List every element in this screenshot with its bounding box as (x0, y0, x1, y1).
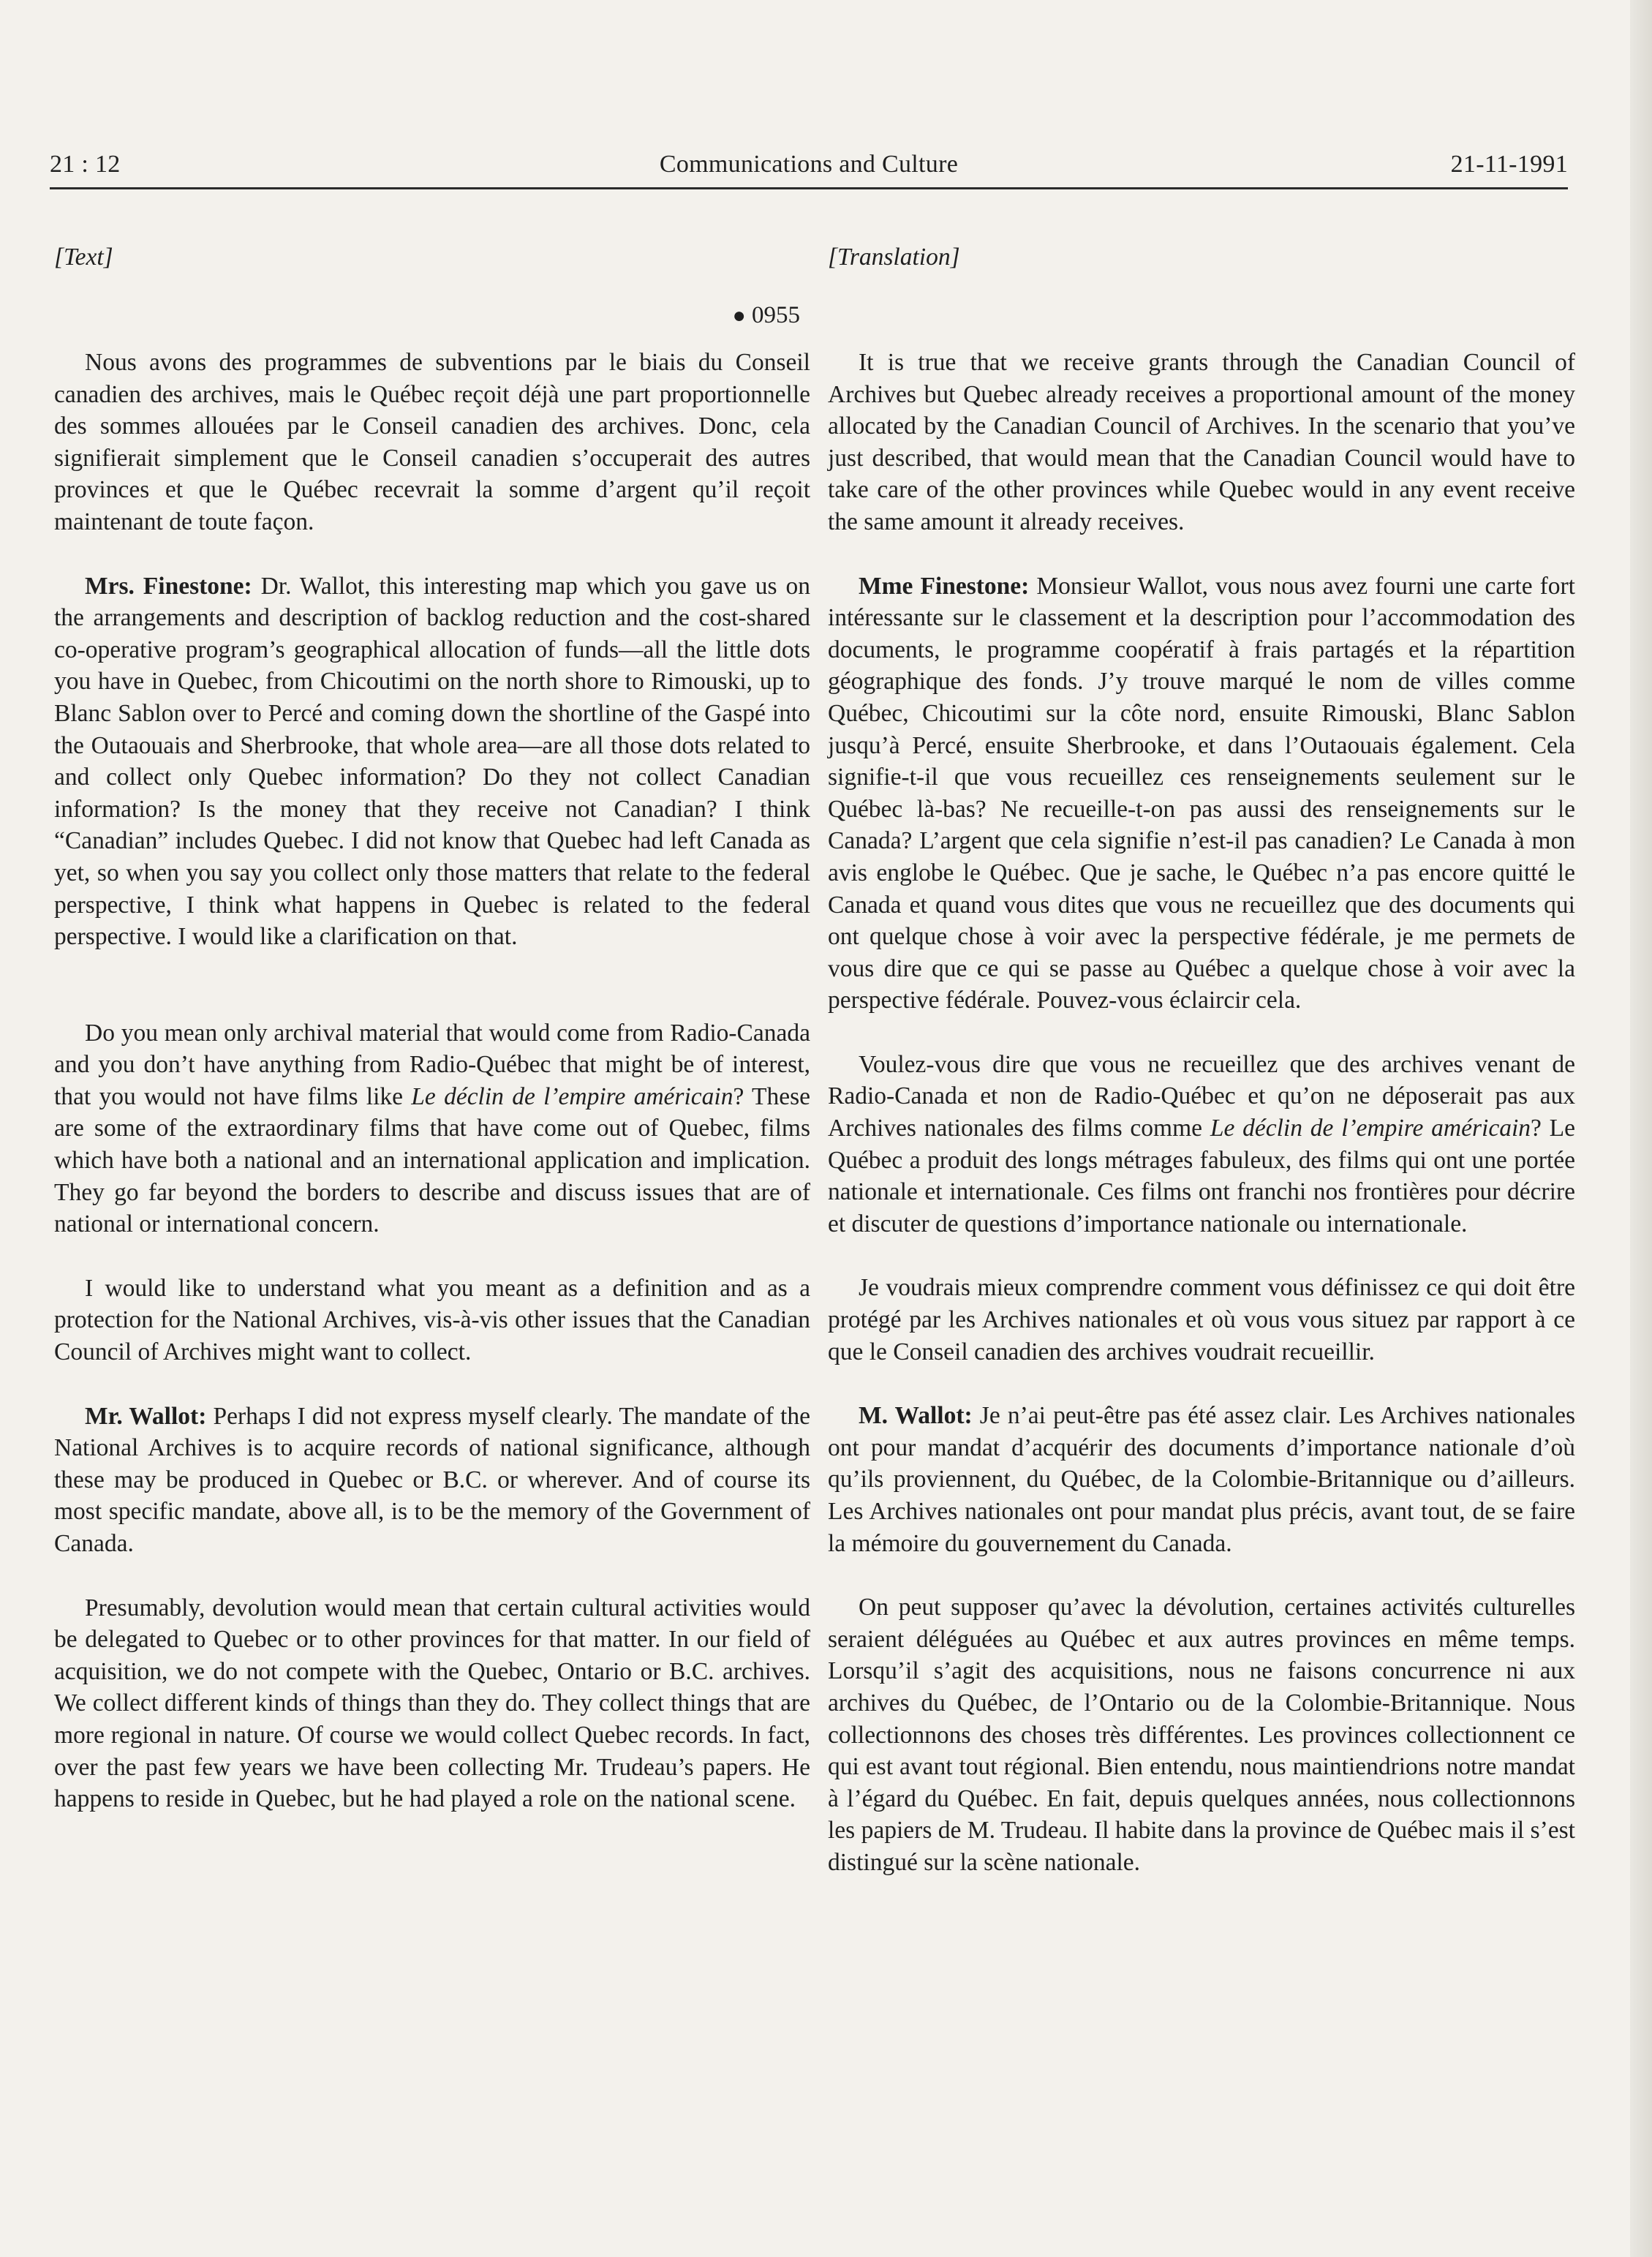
left-paragraph-3 (54, 1017, 810, 1240)
time-marker-value: 0955 (752, 302, 800, 328)
header-rule (50, 187, 1568, 189)
left-column (54, 241, 810, 1815)
speech-text: Dr. Wallot, this interesting map which you gave us on the arrangements and description of backlog reduction and the cost-shared co-operative program’s geographical allocation of funds—all the little dots you have in Quebec, from Chicoutimi on the north shore to Rimouski, up to Blanc Sablon over to Percé and coming down the shortline of the Gaspé into the Outaouais and Sherbrooke, that whole area—are all those dots related to and collect only Quebec information? Do they not collect Canadian information? Is the money that they receive not Canadian? I think “Canadian” includes Quebec. I did not know that Quebec had left Canada as yet, so when you say you collect only those matters that relate to the federal perspective, I think what happens in Quebec is related to the federal perspective. I would like a clarification on that. (54, 572, 810, 951)
speaker-name: Mme Finestone: (859, 572, 1030, 600)
speech-text: ? These are some of the extraordinary films that have come out of Quebec, films which have both a national and an international application and implication. They go far beyond the borders to describe and discuss issues that are of national or international concern. (54, 1082, 810, 1238)
right-paragraph-4: Je voudrais mieux comprendre comment vous définissez ce qui doit être protégé par les Archives nationales et où vous vous situez par rapport à ce que le Conseil canadien des archives voudrait recueillir. (828, 1274, 1575, 1365)
page-header (50, 146, 1568, 187)
right-paragraph-5 (828, 1400, 1575, 1559)
header-date: 21-11-1991 (1450, 151, 1568, 178)
speech-text: Do you mean only archival material that would come from Radio-Canada and you don’t have anything from Radio-Québec that might be of interest, that you would not have films like (54, 1019, 810, 1110)
left-paragraph-5 (54, 1401, 810, 1560)
speaker-name: M. Wallot: (859, 1402, 973, 1430)
running-title: Communications and Culture (659, 151, 959, 178)
page-edge-shadow (1630, 0, 1652, 2257)
left-paragraph-6: Presumably, devolution would mean that certain cultural activities would be delegated to Quebec or to other provinces for that matter. In our field of acquisition, we do not compete with the Quebec, Ontario or B.C. archives. We collect different kinds of things than they do. They collect things that are more regional in nature. Of course we would collect Quebec records. In fact, over the past few years we have been collecting Mr. Trudeau’s papers. He happens to reside in Quebec, but he had played a role on the national scene. (54, 1594, 810, 1813)
bullet-icon: ● (732, 304, 746, 328)
speech-text: Perhaps I did not express myself clearly. The mandate of the National Archives is to acquire records of national significance, although these may be produced in Quebec or B.C. or wherever. And of course its most specific mandate, above all, is to be the memory of the Government of Canada. (54, 1402, 810, 1557)
right-paragraph-1: It is true that we receive grants through the Canadian Council of Archives but Quebec already receives a proportional amount of the money allocated by the Canadian Council of Archives. In the scenario that you’ve just described, that would mean that the Canadian Council would have to take care of the other provinces while Quebec would in any event receive the same amount it already receives. (828, 349, 1575, 535)
right-paragraph-3 (828, 1049, 1575, 1240)
speech-text: Monsieur Wallot, vous nous avez fourni une carte fort intéressante sur le classement et la description pour l’accommodation des documents, le programme coopératif à frais partagés et la répartition géographique des fonds. J’y trouve marqué le nom de villes comme Québec, Chicoutimi sur la côte nord, ensuite Rimouski, Blanc Sablon jusqu’à Percé, ensuite Sherbrooke, et dans l’Outaouais également. Cela signifie-t-il que vous recueillez ces renseignements seulement sur le Québec là-bas? Ne recueille-t-on pas aussi des renseignements sur le Canada? L’argent que cela signifie n’est-il pas canadien? Le Canada à mon avis englobe le Québec. Que je sache, le Québec n’a pas encore quitté le Canada et quand vous dites que vous ne recueillez que des documents qui ont quelque chose à voir avec la perspective fédérale, je me permets de vous dire que ce qui se passe au Québec a quelque chose à voir avec la perspective fédérale. Pouvez-vous éclaircir cela. (828, 572, 1575, 1014)
speech-text: Voulez-vous dire que vous ne recueillez que des archives venant de Radio-Canada et non de Radio-Québec et qu’on ne déposerait pas aux Archives nationales des films comme (828, 1050, 1575, 1142)
time-marker (733, 300, 800, 332)
left-paragraph-4: I would like to understand what you meant as a definition and as a protection for the National Archives, vis-à-vis other issues that the Canadian Council of Archives might want to collect. (54, 1274, 810, 1366)
speech-text: ? Le Québec a produit des longs métrages fabuleux, des films qui ont une portée nationale et internationale. Ces films ont franchi nos frontières pour décrire et discuter de questions d’importance nationale ou internationale. (828, 1115, 1576, 1237)
right-paragraph-2 (828, 570, 1575, 1017)
speaker-name: Mrs. Finestone: (85, 572, 252, 600)
translation-tag: [Translation] (828, 244, 960, 271)
left-paragraph-2 (54, 570, 810, 953)
right-column (828, 241, 1575, 1879)
film-title: Le déclin de l’empire américain (1210, 1115, 1531, 1142)
right-paragraph-6: On peut supposer qu’avec la dévolution, certaines activités culturelles seraient déléguées au Québec et aux autres provinces en même temps. Lorsqu’il s’agit des acquisitions, nous ne faisons concurrence ni aux archives du Québec, de l’Ontario ou de la Colombie-Britannique. Nous collectionnons des choses très différentes. Les provinces collectionnent ce qui est avant tout régional. Bien entendu, nous maintiendrions notre mandat à l’égard du Québec. En fait, depuis quelques années, nous collectionnons les papiers de M. Trudeau. Il habite dans la province de Québec mais il s’est distingué sur la scène nationale. (828, 1594, 1575, 1876)
text-tag: [Text] (54, 244, 113, 271)
left-paragraph-1: Nous avons des programmes de subventions par le biais du Conseil canadien des archives, mais le Québec reçoit déjà une part proportionnelle des sommes allouées par le Conseil canadien des archives. Donc, cela signifierait simplement que le Conseil canadien s’occuperait des autres provinces et que le Québec recevrait la somme d’argent qu’il reçoit maintenant de toute façon. (54, 349, 810, 535)
speech-text: Je n’ai peut-être pas été assez clair. Les Archives nationales ont pour mandat d’acquérir des documents d’importance nationale d’où qu’ils proviennent, du Québec, de la Colombie-Britannique ou d’ailleurs. Les Archives nationales ont pour mandat plus précis, avant tout, de se faire la mémoire du gouvernement du Canada. (828, 1402, 1575, 1557)
film-title: Le déclin de l’empire américain (411, 1082, 733, 1110)
page-number: 21 : 12 (50, 151, 121, 178)
speaker-name: Mr. Wallot: (85, 1402, 207, 1430)
